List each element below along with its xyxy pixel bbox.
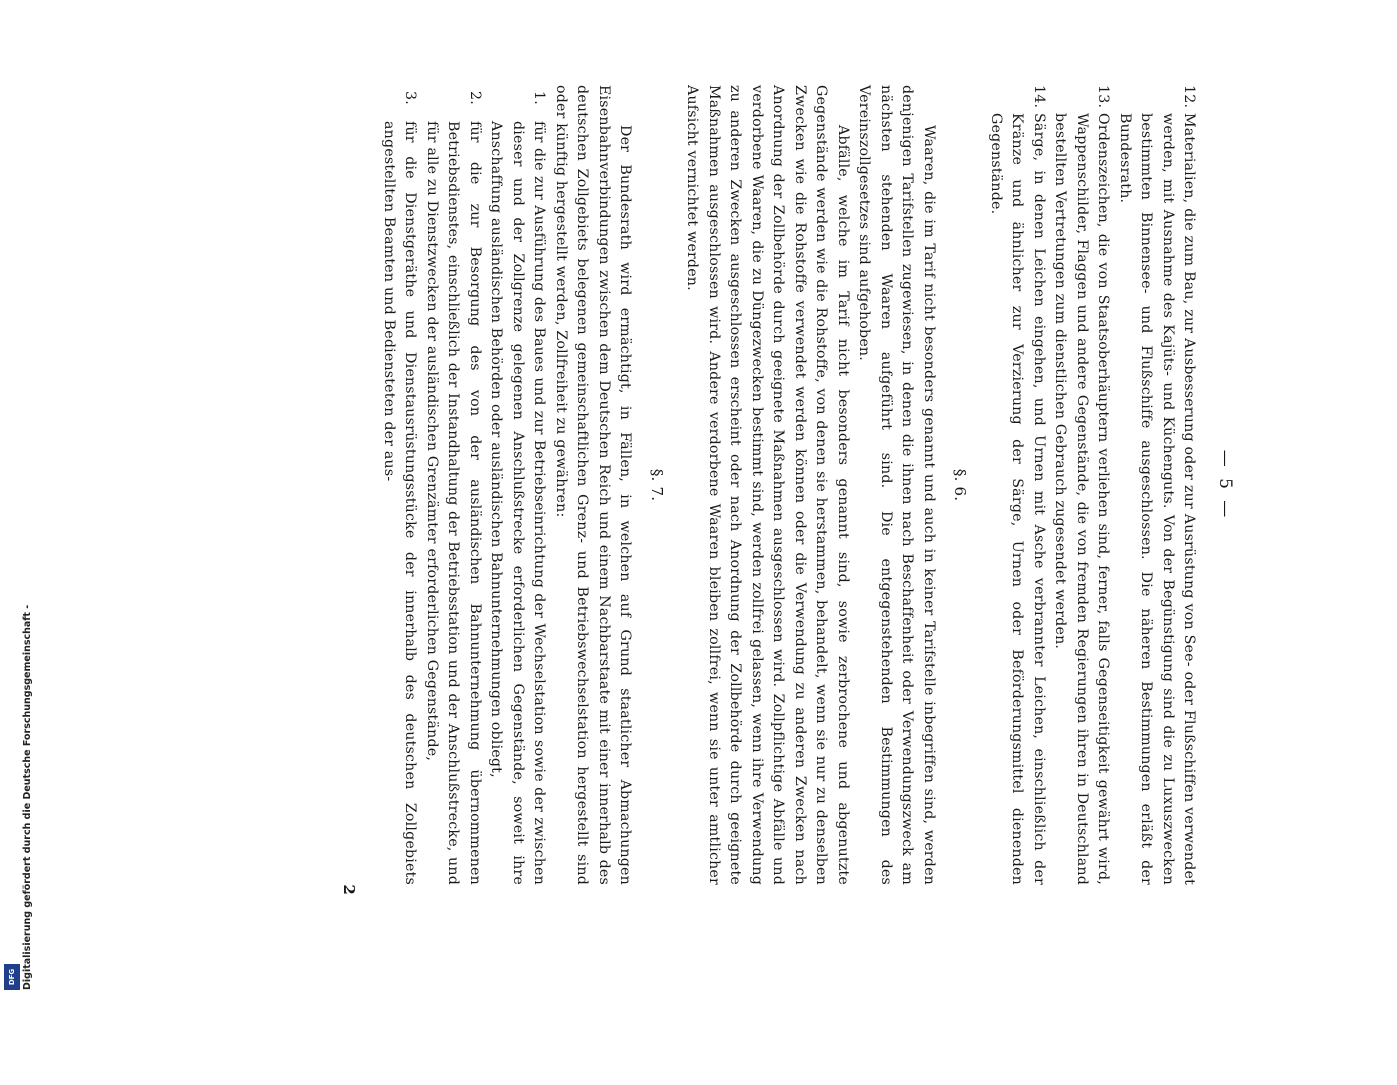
item-number: 12.: [1181, 85, 1198, 109]
list-item: [1049, 85, 1114, 885]
item-number: 14.: [1031, 85, 1047, 109]
section-7-intro: Der Bundesrath wird ermächtigt, in Fällen, in welchen auf Grund staatlicher Abmachungen Eisenbahnverbindungen zwischen dem Deutschen Reich und einem Nachbarstaate mit einer innerhalb des deutschen Zollgebiets belegenen gemeinschaftlichen Grenz- und Betriebswechselstation hergestellt sind oder künftig hergestellt werden, Zollfreiheit zu gewähren:: [553, 85, 634, 885]
list-item: [1114, 85, 1200, 885]
sub-item-text: für die Dienstgeräthe und Dienstausrüstungsstücke der innerhalb des deutschen Zollgebiets angestellten Beamten und Bediensteten der aus-: [381, 121, 419, 885]
item-text: Särge, in denen Leichen eingehen, und Urnen mit Asche verbrannter Leichen, einschließlich der Kränze und ähnlicher zur Verzierung der Särge, Urnen oder Beförderungsmittel dienenden Gegenstände.: [988, 113, 1047, 885]
sub-item: [378, 85, 421, 885]
sub-item-number: 2.: [467, 91, 483, 105]
item-text: Ordenszeichen, die von Staatsoberhäuptern verliehen sind, ferner, falls Gegenseitigkeit gewährt wird, Wappenschilder, Flaggen und andere Gegenstände, die von fremden Regierungen ihren in Deutschland bestellten Vertretungen zum dienstlichen Gebrauch zugesendet werden.: [1052, 113, 1112, 885]
sub-item-number: 1.: [531, 91, 548, 105]
dfg-logo-icon: [4, 964, 20, 990]
sub-item-text: für die zur Besorgung des von der ausländischen Bahnunternehmung übernommenen Betriebsdienstes, einschließlich der Instandhaltung der Betriebsstation und der Anschlußstrecke, und für alle zu Dienstzwecken der ausländischen Grenzämter erforderlichen Gegenstände,: [424, 121, 483, 885]
rotated-document-page: [125, 45, 1245, 1085]
sub-item-number: 3.: [402, 91, 419, 105]
signature-mark: 2: [340, 884, 358, 895]
digitization-credit: [0, 0, 33, 1000]
item-number: 13.: [1095, 85, 1112, 109]
section-6-paragraph-2: Abfälle, welche im Tarif nicht besonders genannt sind, sowie zerbrochene und abgenutzte Gegenstände werden wie die Rohstoffe, von denen sie herstammen, behandelt, wenn sie nur zu denselben Zwecken wie die Rohstoffe verwendet werden können oder die Verwendung zu anderen Zwecken nach Anordnung der Zollbehörde durch geeignete Maßnahmen ausgeschlossen wird. Zollpflichtige Abfälle und verdorbene Waaren, die zu Düngezwecken bestimmt sind, werden zollfrei gelassen, wenn ihre Verwendung zu anderen Zwecken ausgeschlossen erscheint oder nach Anordnung der Zollbehörde durch geeignete Maßnahmen ausgeschlossen wird. Andere verdorbene Waaren bleiben zollfrei, wenn sie unter amtlicher Aufsicht vernichtet werden.: [684, 85, 851, 885]
page-number: — 5 —: [1215, 449, 1235, 521]
credit-text: Digitalisierung gefördert durch die Deutsche Forschungsgemeinschaft -: [22, 604, 33, 990]
section-6-paragraph-1: Waaren, die im Tarif nicht besonders genannt und auch in keiner Tarifstelle inbegriffen sind, werden denjenigen Tarifstellen zugewiesen, in denen die ihnen nach Beschaffenheit oder Verwendungszweck am nächsten stehenden Waaren aufgeführt sind. Die entgegenstehenden Bestimmungen des Vereinszollgesetzes sind aufgehoben.: [856, 85, 937, 885]
dfg-logo-text: DFG: [8, 968, 16, 986]
item-text: Materialien, die zum Bau, zur Ausbesserung oder zur Ausrüstung von See- oder Flußschiffen verwendet werden, mit Ausnahme des Kajüts- und Küchenguts. Von der Begünstigung sind die zu Luxuszwecken bestimmten Binnensee- und Flußschiffe ausgeschlossen. Die näheren Bestimmungen erläßt der Bundesrath.: [1117, 113, 1198, 885]
page-body: [340, 85, 1236, 895]
sub-item-text: für die zur Ausführung des Baues und zur Betriebseinrichtung der Wechselstation sowie der zwischen dieser und der Zollgrenze gelegenen Anschlußstrecke erforderlichen Gegenstände, soweit ihre Anschaffung ausländischen Behörden oder ausländischen Bahnunternehmungen obliegt,: [488, 121, 548, 885]
sub-item: [485, 85, 550, 885]
sub-item: [421, 85, 486, 885]
section-6-heading: §. 6.: [951, 468, 970, 502]
section-7-heading: §. 7.: [648, 468, 666, 502]
list-item: [985, 85, 1050, 885]
